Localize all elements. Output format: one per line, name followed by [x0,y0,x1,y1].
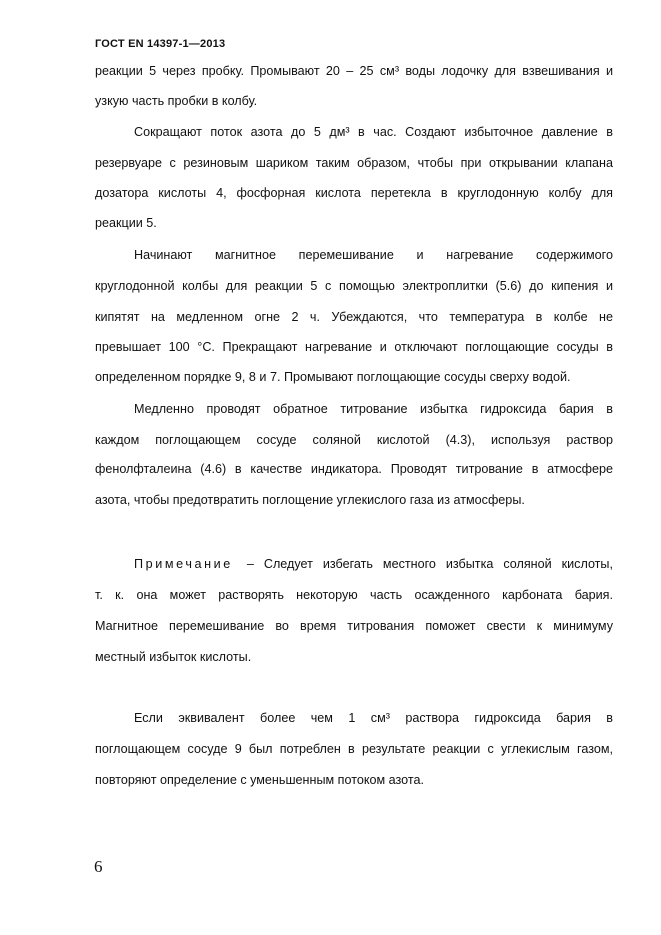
paragraph-3-line-1: Начинают магнитное перемешивание и нагревание содержимого [134,248,613,262]
paragraph-2-line-4: реакции 5. [95,216,157,230]
paragraph-5-line-1: Если эквивалент более чем 1 см³ раствора гидроксида бария в [134,711,613,725]
note-line-2: т. к. она может растворять некоторую часть осажденного карбоната бария. [95,588,613,602]
page-number: 6 [94,857,103,876]
paragraph-3-line-2: круглодонной колбы для реакции 5 с помощью электроплитки (5.6) до кипения и [95,279,613,293]
paragraph-4-line-1: Медленно проводят обратное титрование избытка гидроксида бария в [134,402,613,416]
paragraph-4-line-4: азота, чтобы предотвратить поглощение углекислого газа из атмосферы. [95,493,525,507]
paragraph-2-line-3: дозатора кислоты 4, фосфорная кислота перетекла в круглодонную колбу для [95,186,613,200]
note-label: Примечание [134,557,233,571]
paragraph-4-line-3: фенолфталеина (4.6) в качестве индикатора. Проводят титрование в атмосфере [95,462,613,476]
standard-designation: ГОСТ EN 14397-1—2013 [95,38,226,50]
paragraph-4-line-2: каждом поглощающем сосуде соляной кислотой (4.3), используя раствор [95,433,613,447]
paragraph-3-line-4: превышает 100 °С. Прекращают нагревание и отключают поглощающие сосуды в [95,340,613,354]
paragraph-5-line-2: поглощающем сосуде 9 был потреблен в результате реакции с углекислым газом, [95,742,613,756]
paragraph-5-line-3: повторяют определение с уменьшенным потоком азота. [95,773,425,787]
paragraph-1-line-1: реакции 5 через пробку. Промывают 20 – 25 см³ воды лодочку для взвешивания и [95,64,613,78]
paragraph-2-line-2: резервуаре с резиновым шариком таким образом, чтобы при открывании клапана [95,156,613,170]
paragraph-3-line-3: кипятят на медленном огне 2 ч. Убеждаются, что температура в колбе не [95,310,613,324]
paragraph-3-line-5: определенном порядке 9, 8 и 7. Промывают поглощающие сосуды сверху водой. [95,370,571,384]
note-line-3: Магнитное перемешивание во время титрования поможет свести к минимуму [95,619,613,633]
note-line-4: местный избыток кислоты. [95,650,252,664]
paragraph-1-line-2: узкую часть пробки в колбу. [95,94,258,108]
paragraph-2-line-1: Сокращают поток азота до 5 дм³ в час. Создают избыточное давление в [134,125,613,139]
note-line-1 [134,556,613,572]
note-text-1: – Следует избегать местного избытка соляной кислоты, [246,557,613,571]
